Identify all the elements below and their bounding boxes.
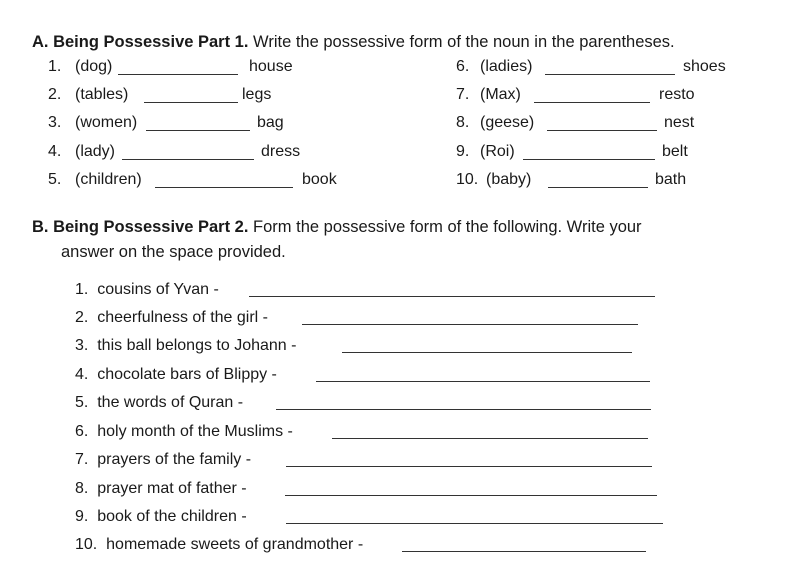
a-item-2-num: 2. [48, 86, 62, 103]
a-item-8-num: 8. [456, 114, 470, 131]
a-item-4-cue: (lady) [75, 143, 116, 160]
a-item-9-blank[interactable] [523, 159, 655, 160]
b-item-8-num: 8. [75, 480, 89, 497]
b-item-1-num: 1. [75, 281, 89, 298]
a-item-3-word: bag [257, 114, 284, 131]
b-item-7-num: 7. [75, 451, 89, 468]
a-item-7-blank[interactable] [534, 102, 650, 103]
a-item-9-word: belt [662, 143, 688, 160]
b-item-4-blank[interactable] [316, 381, 650, 382]
a-item-10-num: 10. [456, 171, 479, 188]
a-item-3-blank[interactable] [146, 130, 250, 131]
b-item-9 [75, 508, 247, 526]
a-item-1-cue: (dog) [75, 58, 113, 75]
b-item-8-phrase: prayer mat of father - [97, 480, 247, 497]
a-item-10-cue: (baby) [486, 171, 532, 188]
a-item-9-cue: (Roi) [480, 143, 515, 160]
b-item-7-blank[interactable] [286, 466, 652, 467]
a-item-4-blank[interactable] [122, 159, 254, 160]
b-item-2-num: 2. [75, 309, 89, 326]
a-item-8-blank[interactable] [547, 130, 657, 131]
a-item-5-cue: (children) [75, 171, 142, 188]
b-item-4-num: 4. [75, 366, 89, 383]
b-item-6-blank[interactable] [332, 438, 648, 439]
a-item-6-word: shoes [683, 58, 726, 75]
b-item-6-phrase: holy month of the Muslims - [97, 423, 293, 440]
b-item-3-num: 3. [75, 337, 89, 354]
a-item-1-blank[interactable] [118, 74, 238, 75]
b-item-10-num: 10. [75, 536, 98, 553]
b-item-3 [75, 337, 296, 355]
a-item-7-cue: (Max) [480, 86, 521, 103]
b-item-3-phrase: this ball belongs to Johann - [97, 337, 297, 354]
a-item-8-word: nest [664, 114, 695, 131]
a-item-10-blank[interactable] [548, 187, 648, 188]
b-item-9-phrase: book of the children - [97, 508, 247, 525]
b-item-10-blank[interactable] [402, 551, 646, 552]
a-item-6-blank[interactable] [545, 74, 675, 75]
section-b-header [32, 217, 642, 237]
b-item-8 [75, 480, 247, 498]
b-item-2-blank[interactable] [302, 324, 638, 325]
section-b-title: Being Possessive Part 2. [53, 218, 249, 236]
b-item-6 [75, 423, 293, 441]
a-item-4-num: 4. [48, 143, 62, 160]
section-b-letter: B. [32, 218, 49, 236]
section-b-instruction-line1: Form the possessive form of the following. Write your [253, 218, 642, 236]
b-item-7 [75, 451, 251, 469]
b-item-1-blank[interactable] [249, 296, 655, 297]
a-item-8-cue: (geese) [480, 114, 535, 131]
a-item-2-word: legs [242, 86, 272, 103]
section-a-header [32, 32, 675, 52]
a-item-1-num: 1. [48, 58, 62, 75]
a-item-7-num: 7. [456, 86, 470, 103]
a-item-6-num: 6. [456, 58, 470, 75]
b-item-1 [75, 281, 219, 299]
b-item-5-blank[interactable] [276, 409, 651, 410]
b-item-8-blank[interactable] [285, 495, 657, 496]
b-item-4 [75, 366, 277, 384]
a-item-5-word: book [302, 171, 337, 188]
a-item-5-num: 5. [48, 171, 62, 188]
b-item-5-phrase: the words of Quran - [97, 394, 244, 411]
a-item-10-word: bath [655, 171, 687, 188]
a-item-7-word: resto [659, 86, 695, 103]
a-item-1-word: house [249, 58, 293, 75]
b-item-10-phrase: homemade sweets of grandmother - [106, 536, 364, 553]
b-item-1-phrase: cousins of Yvan - [97, 281, 219, 298]
b-item-6-num: 6. [75, 423, 89, 440]
a-item-6-cue: (ladies) [480, 58, 533, 75]
section-b-instruction-line2: answer on the space provided. [61, 243, 286, 261]
a-item-2-blank[interactable] [144, 102, 238, 103]
section-a-letter: A. [32, 33, 49, 51]
a-item-9-num: 9. [456, 143, 470, 160]
section-a-title: Being Possessive Part 1. [53, 33, 249, 51]
a-item-5-blank[interactable] [155, 187, 293, 188]
b-item-9-num: 9. [75, 508, 89, 525]
b-item-5-num: 5. [75, 394, 89, 411]
b-item-2 [75, 309, 268, 327]
b-item-10 [75, 536, 363, 554]
a-item-2-cue: (tables) [75, 86, 129, 103]
a-item-3-num: 3. [48, 114, 62, 131]
b-item-2-phrase: cheerfulness of the girl - [97, 309, 268, 326]
b-item-4-phrase: chocolate bars of Blippy - [97, 366, 277, 383]
b-item-7-phrase: prayers of the family - [97, 451, 252, 468]
b-item-5 [75, 394, 243, 412]
b-item-9-blank[interactable] [286, 523, 663, 524]
section-a-instruction: Write the possessive form of the noun in the parentheses. [253, 33, 675, 51]
b-item-3-blank[interactable] [342, 352, 632, 353]
a-item-3-cue: (women) [75, 114, 138, 131]
a-item-4-word: dress [261, 143, 301, 160]
